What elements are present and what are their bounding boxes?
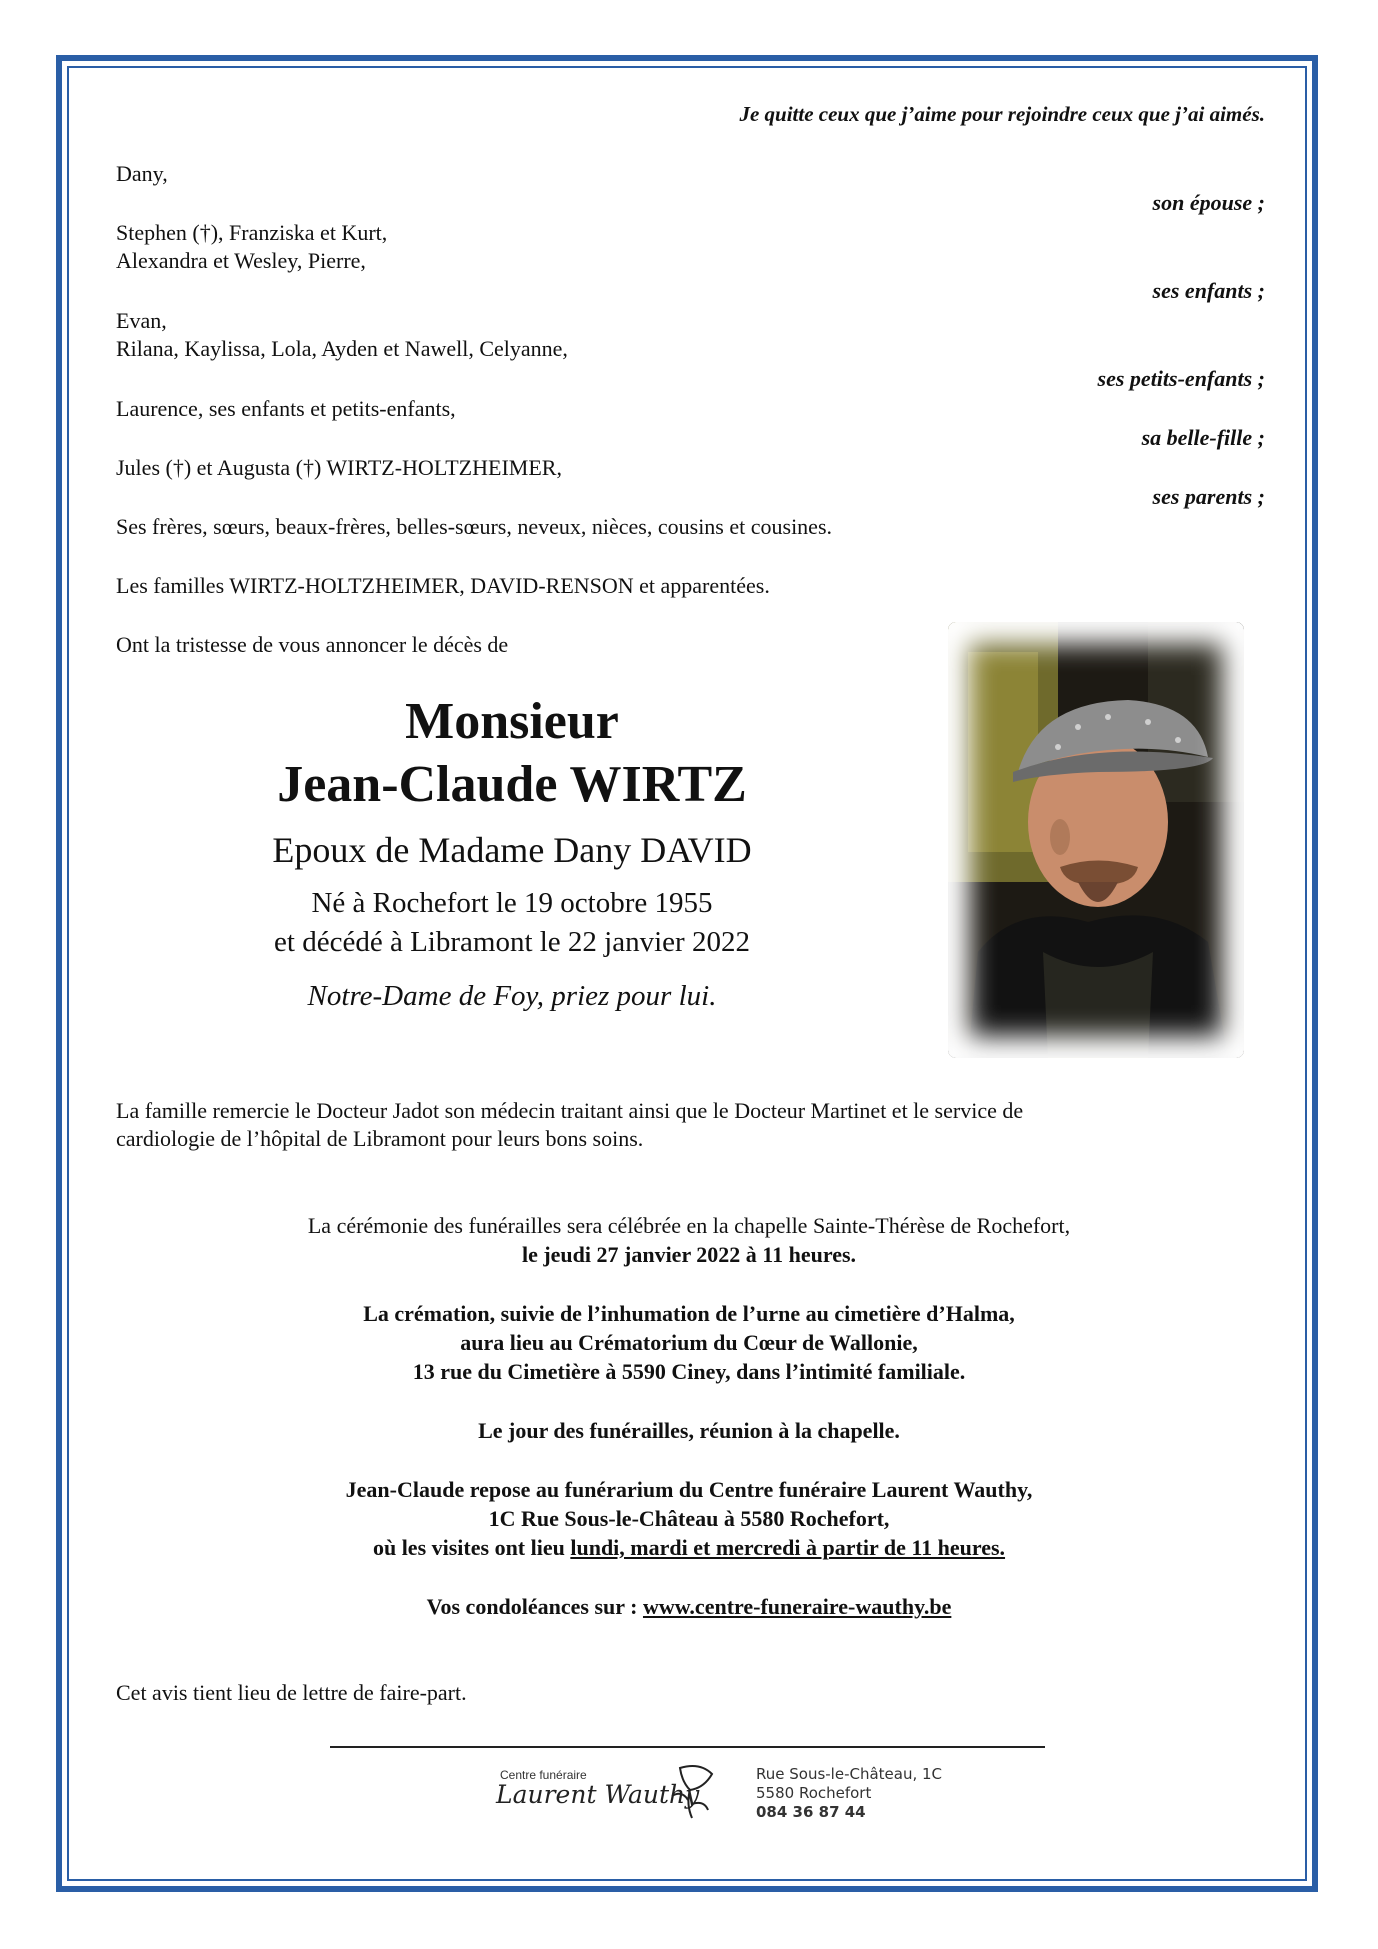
siblings-line: Ses frères, sœurs, beaux-frères, belles-sœurs, neveux, nièces, cousins et cousines. [116,514,833,539]
ceremony-date: le jeudi 27 janvier 2022 à 11 heures. [521,1242,857,1267]
condolences-line [0,1592,1378,1621]
visits-line [0,1533,1378,1562]
deceased-honorific: Monsieur [405,693,619,750]
footer-address-city: 5580 Rochefort [756,1784,872,1802]
footer-address [756,1765,942,1822]
relation-spouse: son épouse ; [1152,190,1265,215]
cremation-line-2: aura lieu au Crématorium du Cœur de Wallonie, [460,1330,918,1355]
repose-line-1: Jean-Claude repose au funérarium du Centre funéraire Laurent Wauthy, [345,1477,1033,1502]
footer-divider [330,1746,1045,1748]
deceased-born: Né à Rochefort le 19 octobre 1955 [311,887,713,919]
visits-days: lundi, mardi et mercredi à partir de 11 heures. [570,1535,1006,1560]
footer-address-street: Rue Sous-le-Château, 1C [756,1765,943,1783]
deceased-spouse: Epoux de Madame Dany DAVID [272,830,752,870]
relation-grandchildren: ses petits-enfants ; [1097,366,1265,391]
epigraph-quote: Je quitte ceux que j’aime pour rejoindre ceux que j’ai aimés. [739,102,1265,126]
logo-small-text: Centre funéraire [500,1768,587,1782]
repose-line-2: 1C Rue Sous-le-Château à 5580 Rochefort, [488,1506,890,1531]
deceased-died: et décédé à Libramont le 22 janvier 2022 [274,926,750,958]
relation-daughter-in-law: sa belle-fille ; [1141,425,1265,450]
condolences-prefix: Vos condoléances sur : [426,1594,643,1619]
deceased-photo [948,622,1244,1058]
footer-phone: 084 36 87 44 [756,1803,866,1821]
condolences-link[interactable]: www.centre-funeraire-wauthy.be [642,1594,952,1619]
family-line-children-1: Stephen (†), Franziska et Kurt, [116,220,388,245]
relation-parents: ses parents ; [1152,484,1265,509]
family-line-parents: Jules (†) et Augusta (†) WIRTZ-HOLTZHEIMER, [116,455,562,480]
thanks-line-2: cardiologie de l’hôpital de Libramont pour leurs bons soins. [116,1126,644,1151]
ceremony-line-1: La cérémonie des funérailles sera célébrée en la chapelle Sainte-Thérèse de Rochefort, [307,1213,1071,1238]
family-line-grandchildren-2: Rilana, Kaylissa, Lola, Ayden et Nawell, Celyanne, [116,336,568,361]
announce-line: Ont la tristesse de vous annoncer le décès de [116,632,509,657]
family-line-dany: Dany, [116,161,168,186]
family-line-grandchildren-1: Evan, [116,308,167,333]
meeting-line: Le jour des funérailles, réunion à la chapelle. [478,1418,900,1443]
relation-children: ses enfants ; [1152,278,1265,303]
thanks-line-1: La famille remercie le Docteur Jadot son médecin traitant ainsi que le Docteur Martinet et le service de [116,1098,1024,1123]
deceased-name: Jean-Claude WIRTZ [277,756,747,813]
visits-prefix: où les visites ont lieu [372,1535,571,1560]
cremation-line-3: 13 rue du Cimetière à 5590 Ciney, dans l’intimité familiale. [412,1359,966,1384]
calla-lily-logo-icon [670,1760,722,1822]
logo-name: Laurent Wauthy [496,1780,700,1809]
prayer-line: Notre-Dame de Foy, priez pour lui. [307,980,717,1012]
closing-line: Cet avis tient lieu de lettre de faire-part. [116,1680,467,1705]
cremation-line-1: La crémation, suivie de l’inhumation de l’urne au cimetière d’Halma, [363,1301,1015,1326]
family-line-children-2: Alexandra et Wesley, Pierre, [116,248,366,273]
family-line-daughter-in-law: Laurence, ses enfants et petits-enfants, [116,396,456,421]
families-line: Les familles WIRTZ-HOLTZHEIMER, DAVID-RENSON et apparentées. [116,573,770,598]
